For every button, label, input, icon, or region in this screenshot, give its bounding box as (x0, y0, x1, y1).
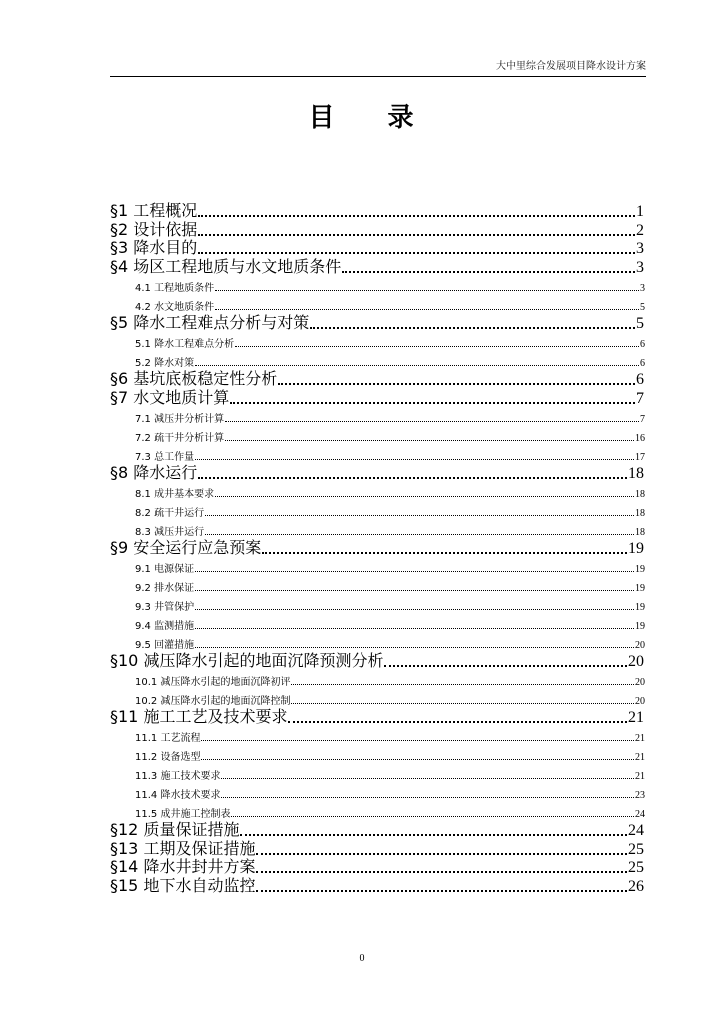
toc-entry-label: 5.1 降水工程难点分析 (135, 339, 235, 351)
toc-entry-section[interactable] (110, 538, 644, 558)
toc-entry-page: 6 (640, 358, 645, 370)
toc-leader-dots (215, 309, 639, 310)
toc-entry-page: 3 (640, 283, 645, 295)
toc-leader-dots (278, 383, 635, 385)
toc-entry-page: 5 (636, 315, 644, 333)
toc-entry-page: 24 (628, 821, 644, 839)
toc-leader-dots (291, 703, 634, 704)
toc-leader-dots (198, 477, 627, 479)
toc-entry-page: 24 (635, 808, 645, 820)
toc-entry-page: 21 (635, 732, 645, 744)
toc-entry-subsection[interactable] (135, 749, 645, 763)
toc-entry-page: 20 (635, 676, 645, 688)
toc-entry-section[interactable] (110, 388, 644, 408)
toc-entry-page: 25 (628, 859, 644, 877)
toc-leader-dots (195, 459, 634, 460)
toc-entry-label: 8.3 减压井运行 (135, 526, 205, 538)
toc-entry-section[interactable] (110, 651, 644, 671)
toc-entry-section[interactable] (110, 201, 644, 221)
toc-entry-label: 10.2 减压降水引起的地面沉降控制 (135, 695, 291, 707)
toc-entry-page: 18 (635, 488, 645, 500)
toc-entry-label: 7.2 疏干井分析计算 (135, 432, 225, 444)
toc-entry-label: 4.1 工程地质条件 (135, 283, 215, 295)
toc-leader-dots (198, 215, 635, 217)
toc-entry-label: 9.1 电源保证 (135, 563, 195, 575)
toc-entry-label: §3 降水目的 (110, 238, 198, 258)
page-title: 目 录 (308, 103, 436, 133)
toc-leader-dots (195, 647, 634, 648)
toc-leader-dots (198, 234, 635, 236)
toc-entry-section[interactable] (110, 857, 644, 877)
toc-entry-section[interactable] (110, 220, 644, 240)
toc-entry-subsection[interactable] (135, 505, 645, 519)
toc-leader-dots (256, 871, 627, 873)
toc-entry-page: 17 (635, 451, 645, 463)
toc-leader-dots (384, 665, 627, 667)
toc-entry-label: §5 降水工程难点分析与对策 (110, 313, 310, 333)
toc-entry-label: §4 场区工程地质与水文地质条件 (110, 257, 342, 277)
toc-entry-section[interactable] (110, 238, 644, 258)
toc-leader-dots (221, 797, 634, 798)
toc-entry-page: 21 (635, 770, 645, 782)
toc-entry-page: 19 (635, 601, 645, 613)
toc-leader-dots (291, 684, 634, 685)
toc-entry-label: §6 基坑底板稳定性分析 (110, 369, 278, 389)
toc-entry-page: 18 (628, 464, 644, 482)
toc-leader-dots (230, 402, 635, 404)
toc-entry-label: 10.1 减压降水引起的地面沉降初评 (135, 676, 291, 688)
toc-entry-label: 11.1 工艺流程 (135, 732, 201, 744)
toc-leader-dots (195, 365, 639, 366)
toc-entry-label: §12 质量保证措施 (110, 819, 240, 839)
toc-entry-subsection[interactable] (135, 674, 645, 688)
toc-entry-label: §10 减压降水引起的地面沉降预测分析 (110, 650, 384, 670)
toc-leader-dots (342, 271, 635, 273)
toc-entry-subsection[interactable] (135, 693, 645, 707)
toc-entry-page: 19 (635, 582, 645, 594)
toc-entry-section[interactable] (110, 257, 644, 277)
toc-entry-section[interactable] (110, 369, 644, 389)
toc-entry-subsection[interactable] (135, 280, 645, 294)
toc-entry-label: 9.5 回灌措施 (135, 639, 195, 651)
toc-leader-dots (195, 609, 634, 610)
toc-entry-page: 6 (636, 371, 644, 389)
toc-entry-section[interactable] (110, 313, 644, 333)
toc-leader-dots (198, 252, 635, 254)
toc-entry-subsection[interactable] (135, 806, 645, 820)
toc-leader-dots (288, 721, 627, 723)
toc-leader-dots (205, 515, 634, 516)
toc-entry-subsection[interactable] (135, 618, 645, 632)
toc-leader-dots (221, 778, 634, 779)
toc-entry-page: 7 (640, 413, 645, 425)
toc-entry-subsection[interactable] (135, 768, 645, 782)
toc-leader-dots (256, 853, 627, 855)
toc-entry-label: 8.1 成井基本要求 (135, 488, 215, 500)
toc-entry-page: 21 (635, 751, 645, 763)
toc-leader-dots (195, 628, 634, 629)
toc-leader-dots (225, 440, 634, 441)
toc-entry-section[interactable] (110, 820, 644, 840)
toc-entry-page: 2 (636, 221, 644, 239)
toc-entry-label: §1 工程概况 (110, 201, 198, 220)
toc-entry-subsection[interactable] (135, 580, 645, 594)
toc-leader-dots (310, 327, 635, 329)
toc-entry-page: 25 (628, 840, 644, 858)
toc-entry-label: §2 设计依据 (110, 219, 198, 239)
toc-entry-label: 11.4 降水技术要求 (135, 789, 221, 801)
toc-entry-subsection[interactable] (135, 299, 645, 313)
toc-entry-subsection[interactable] (135, 430, 645, 444)
toc-leader-dots (256, 890, 627, 892)
toc-entry-subsection[interactable] (135, 355, 645, 369)
toc-entry-page: 5 (640, 302, 645, 314)
toc-entry-page: 18 (635, 526, 645, 538)
toc-leader-dots (240, 834, 627, 836)
toc-leader-dots (225, 421, 639, 422)
toc-leader-dots (262, 552, 627, 554)
toc-entry-label: §9 安全运行应急预案 (110, 537, 262, 557)
toc-entry-label: 7.1 减压井分析计算 (135, 413, 225, 425)
toc-entry-page: 20 (635, 695, 645, 707)
page-number: 0 (359, 953, 365, 964)
toc-entry-label: §13 工期及保证措施 (110, 838, 256, 858)
toc-entry-page: 21 (628, 708, 644, 726)
toc-entry-page: 19 (635, 620, 645, 632)
toc-entry-label: §7 水文地质计算 (110, 387, 230, 407)
toc-entry-label: 11.2 设备选型 (135, 751, 201, 763)
toc-entry-page: 1 (636, 203, 644, 220)
toc-entry-page: 20 (635, 639, 645, 651)
toc-leader-dots (195, 590, 634, 591)
toc-entry-section[interactable] (110, 876, 644, 896)
toc-entry-label: 9.3 井管保护 (135, 601, 195, 613)
toc-entry-page: 6 (640, 339, 645, 351)
toc-entry-label: 11.5 成井施工控制表 (135, 808, 231, 820)
toc-entry-page: 3 (636, 259, 644, 277)
toc-entry-subsection[interactable] (135, 524, 645, 538)
toc-entry-label: 9.2 排水保证 (135, 582, 195, 594)
toc-leader-dots (201, 740, 634, 741)
toc-entry-label: §11 施工工艺及技术要求 (110, 706, 288, 726)
toc-entry-page: 16 (635, 432, 645, 444)
toc-entry-page: 26 (628, 877, 644, 895)
toc-entry-subsection[interactable] (135, 411, 645, 425)
toc-entry-subsection[interactable] (135, 336, 645, 350)
toc-entry-label: 7.3 总工作量 (135, 451, 195, 463)
toc-entry-label: 5.2 降水对策 (135, 358, 195, 370)
toc-leader-dots (205, 534, 634, 535)
toc-entry-subsection[interactable] (135, 561, 645, 575)
toc-leader-dots (231, 816, 634, 817)
toc-entry-subsection[interactable] (135, 730, 645, 744)
toc-entry-label: 9.4 监测措施 (135, 620, 195, 632)
running-header: 大中里综合发展项目降水设计方案 (496, 61, 646, 72)
toc-entry-subsection[interactable] (135, 637, 645, 651)
toc-leader-dots (215, 290, 639, 291)
toc-entry-page: 7 (636, 389, 644, 407)
toc-entry-label: §8 降水运行 (110, 462, 198, 482)
toc-entry-section[interactable] (110, 463, 644, 483)
toc-entry-page: 19 (628, 539, 644, 557)
toc-entry-label: 11.3 施工技术要求 (135, 770, 221, 782)
toc-entry-label: §14 降水井封井方案 (110, 857, 256, 877)
toc-leader-dots (201, 759, 634, 760)
toc-entry-section[interactable] (110, 839, 644, 859)
toc-leader-dots (215, 496, 634, 497)
toc-entry-page: 23 (635, 789, 645, 801)
toc-entry-subsection[interactable] (135, 486, 645, 500)
toc-leader-dots (235, 346, 639, 347)
toc-entry-subsection[interactable] (135, 787, 645, 801)
toc-entry-page: 3 (636, 240, 644, 258)
toc-entry-page: 20 (628, 652, 644, 670)
toc-entry-section[interactable] (110, 707, 644, 727)
toc-entry-subsection[interactable] (135, 449, 645, 463)
toc-entry-label: 4.2 水文地质条件 (135, 302, 215, 314)
toc-entry-label: 8.2 疏干井运行 (135, 507, 205, 519)
toc-entry-subsection[interactable] (135, 599, 645, 613)
toc-entry-label: §15 地下水自动监控 (110, 875, 256, 895)
toc-entry-page: 18 (635, 507, 645, 519)
toc-entry-page: 19 (635, 563, 645, 575)
toc-leader-dots (195, 571, 634, 572)
